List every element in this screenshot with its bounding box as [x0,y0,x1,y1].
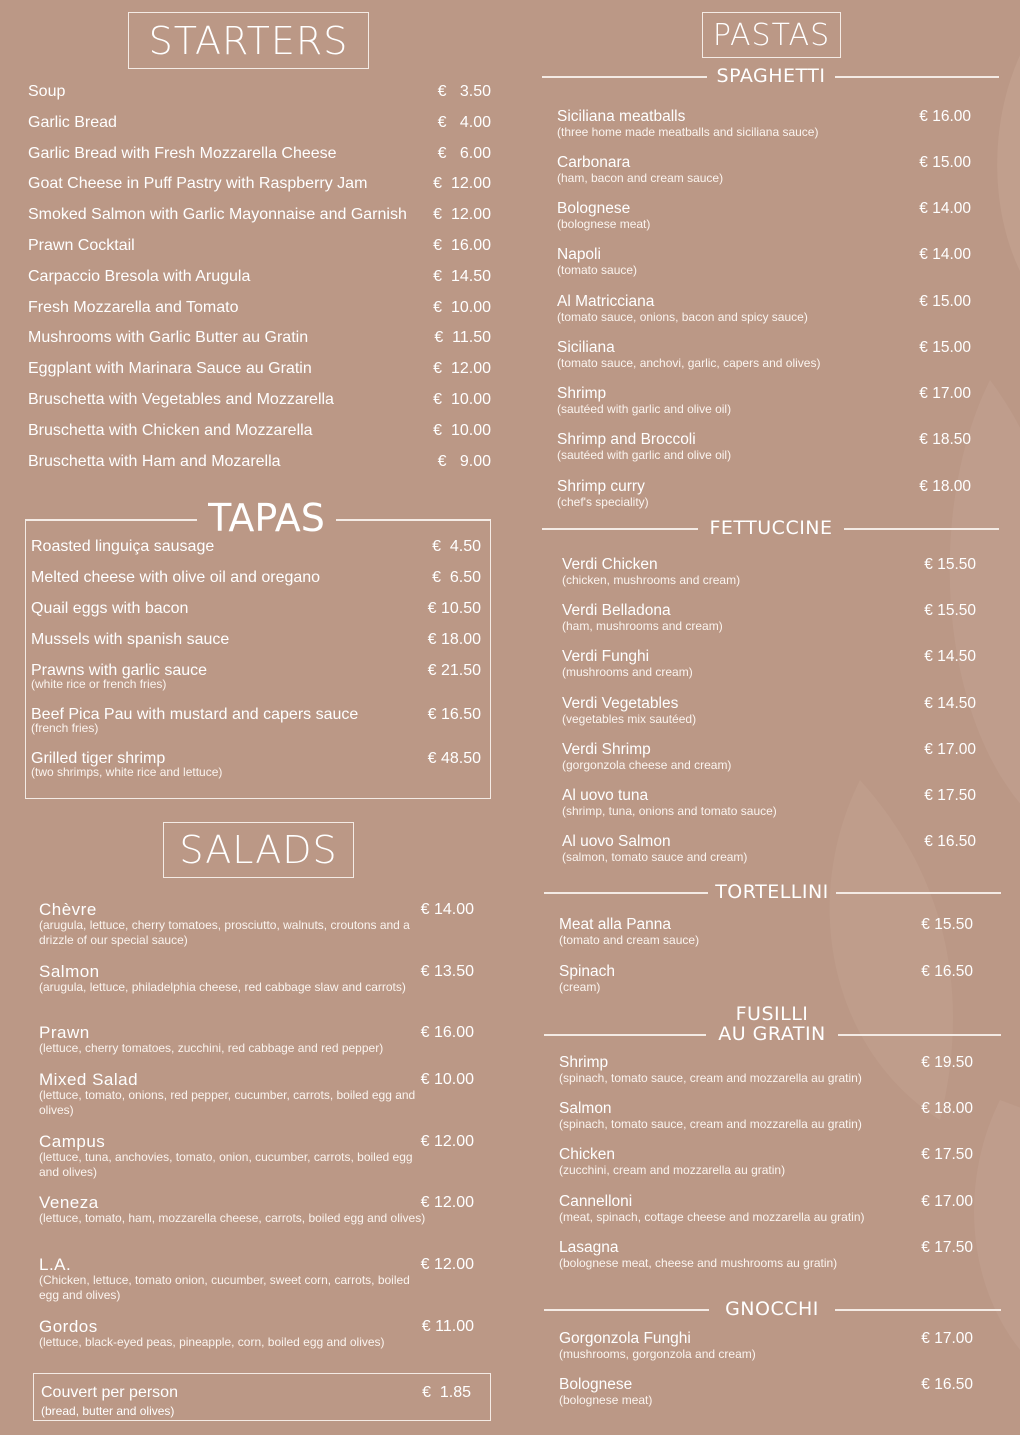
item-name: Mushrooms with Garlic Butter au Gratin [28,329,309,347]
menu-item [557,293,971,325]
item-price: € 3.50 [437,83,491,100]
item-name: Al Matricciana [557,293,655,310]
item-name: Bruschetta with Vegetables and Mozzarella [28,391,334,408]
menu-item [28,236,491,256]
item-name: Garlic Bread with Fresh Mozzarella Cheese [28,144,337,162]
item-price: € 16.00 [420,1024,474,1041]
menu-item [562,695,976,727]
item-name: Shrimp curry [557,478,645,495]
menu-item [28,421,491,441]
menu-item [557,200,971,232]
menu-item [562,648,976,680]
item-price: € 12.00 [433,206,491,224]
item-name: Verdi Vegetables [562,695,679,712]
menu-item [39,1317,474,1350]
divider-line [542,528,698,530]
item-name: Garlic Bread [28,113,117,131]
item-name: Soup [28,83,66,100]
item-name: Gordos [39,1317,98,1336]
spaghetti-header [0,64,1020,88]
item-description: (lettuce, tomato, ham, mozzarella cheese, carrots, boiled egg and olives) [39,1211,426,1225]
item-price: € 16.50 [924,833,976,850]
item-description: (french fries) [31,721,99,735]
item-price: € 18.50 [919,431,971,448]
divider-line [836,892,1001,894]
menu-item [39,1255,474,1303]
item-price: € 15.50 [921,916,973,933]
item-description: (three home made meatballs and siciliana sauce) [557,125,819,139]
divider-line [835,76,999,78]
item-description: (chicken, mushrooms and cream) [562,573,741,587]
item-price: € 17.00 [919,385,971,402]
item-description: (mushrooms and cream) [562,665,693,679]
item-description: (shrimp, tuna, onions and tomato sauce) [562,804,777,818]
starters-title [128,12,369,69]
salads-title [163,822,354,878]
couvert-name: Couvert per person [41,1384,178,1401]
menu-item [39,962,474,995]
item-price: € 4.00 [437,113,491,131]
item-name: Siciliana meatballs [557,108,686,125]
item-price: € 14.00 [919,246,971,263]
menu-item [31,661,481,692]
item-price: € 12.00 [420,1194,474,1211]
item-name: Siciliana [557,339,615,356]
item-price: € 10.00 [433,391,491,408]
divider-line [844,528,999,530]
item-name: Al uovo Salmon [562,833,671,850]
item-name: Bolognese [559,1376,633,1393]
item-price: € 14.50 [924,695,976,712]
menu-item [562,787,976,819]
menu-item [28,205,491,225]
item-price: € 16.00 [919,108,971,125]
item-name: Al uovo tuna [562,787,649,804]
item-price: € 16.50 [921,1376,973,1393]
item-price: € 15.00 [919,293,971,310]
item-price: € 14.00 [420,901,474,918]
item-price: € 17.00 [921,1193,973,1210]
item-price: € 15.50 [924,556,976,573]
item-description: (sautéed with garlic and olive oil) [557,448,732,462]
item-name: Goat Cheese in Puff Pastry with Raspberry Jam [28,175,368,193]
menu-item [31,568,481,588]
divider-line [544,892,708,894]
item-description: (lettuce, black-eyed peas, pineapple, corn, boiled egg and olives) [39,1335,385,1349]
item-price: € 12.00 [433,360,491,378]
menu-item [39,1070,474,1118]
menu-item [31,705,481,736]
menu-item [562,602,976,634]
item-price: € 13.50 [420,963,474,980]
item-description: (tomato sauce) [557,263,638,277]
item-description: (ham, mushrooms and cream) [562,619,723,633]
item-description: (spinach, tomato sauce, cream and mozzarella au gratin) [559,1117,862,1131]
item-price: € 15.00 [919,154,971,171]
item-name: Melted cheese with olive oil and oregano [31,569,321,586]
menu-item [562,556,976,588]
item-name: Meat alla Panna [559,916,672,933]
item-name: Carbonara [557,154,631,171]
item-description: (white rice or french fries) [31,677,167,691]
item-name: Beef Pica Pau with mustard and capers sauce [31,706,359,723]
item-description: (cream) [559,980,601,994]
item-name: Veneza [39,1193,99,1212]
item-name: Verdi Chicken [562,556,658,573]
item-price: € 6.00 [437,144,491,162]
item-price: € 4.50 [432,538,481,555]
salads-title-text: SALADS [179,828,338,872]
divider-line [544,1034,706,1036]
item-description: (lettuce, cherry tomatoes, zucchini, red cabbage and red pepper) [39,1041,384,1055]
item-description: (two shrimps, white rice and lettuce) [31,765,223,779]
item-price: € 6.50 [432,569,481,586]
divider-line [835,1309,1001,1311]
menu-item [28,452,491,472]
menu-item [562,833,976,865]
item-price: € 17.00 [921,1330,973,1347]
divider-line [838,1034,1001,1036]
item-description: (bolognese meat, cheese and mushrooms au gratin) [559,1256,838,1270]
item-description: (gorgonzola cheese and cream) [562,758,732,772]
menu-item [28,328,491,348]
item-description: (vegetables mix sautéed) [562,712,697,726]
item-name: L.A. [39,1255,72,1274]
menu-item [557,339,971,371]
item-description: (mushrooms, gorgonzola and cream) [559,1347,756,1361]
menu-item [28,390,491,410]
item-description: (bolognese meat) [557,217,651,231]
menu-item [559,1146,973,1178]
item-price: € 11.00 [421,1318,474,1335]
item-description: (lettuce, tomato, onions, red pepper, cucumber, carrots, boiled egg and olives) [39,1088,416,1117]
menu-item [39,1193,474,1226]
menu-item [557,431,971,463]
menu-item [559,963,973,995]
item-price: € 16.00 [433,237,491,254]
gnocchi-header-text: GNOCCHI [725,1298,819,1320]
pastas-title-text: PASTAS [712,17,831,53]
item-price: € 10.50 [427,600,481,617]
item-name: Carpaccio Bresola with Arugula [28,267,251,285]
item-name: Smoked Salmon with Garlic Mayonnaise and Garnish [28,206,407,224]
tortellini-header-text: TORTELLINI [715,881,829,903]
menu-item [559,1239,973,1271]
item-name: Mussels with spanish sauce [31,631,230,648]
menu-item [28,359,491,379]
menu-item [559,1193,973,1225]
fettuccine-header-text: FETTUCCINE [709,517,833,539]
item-name: Bruschetta with Chicken and Mozzarella [28,421,313,439]
item-name: Grilled tiger shrimp [31,750,166,767]
item-description: (arugula, lettuce, cherry tomatoes, prosciutto, walnuts, croutons and a drizzle of our special sauce) [39,918,410,947]
item-price: € 21.50 [427,662,481,679]
item-description: (zucchini, cream and mozzarella au gratin) [559,1163,786,1177]
item-name: Chicken [559,1146,615,1163]
item-name: Lasagna [559,1239,619,1256]
gnocchi-header [0,1297,1020,1321]
item-name: Eggplant with Marinara Sauce au Gratin [28,360,312,378]
menu-item [562,741,976,773]
menu-item [28,113,491,133]
item-description: (lettuce, tuna, anchovies, tomato, onion, cucumber, carrots, boiled egg and olives) [39,1150,413,1179]
item-name: Salmon [39,962,100,981]
item-description: (Chicken, lettuce, tomato onion, cucumber, sweet corn, carrots, boiled egg and olives) [39,1273,410,1302]
item-name: Verdi Belladona [562,602,671,619]
item-price: € 12.00 [420,1133,474,1150]
item-description: (tomato sauce, onions, bacon and spicy sauce) [557,310,808,324]
divider-line [544,1309,709,1311]
item-name: Bruschetta with Ham and Mozarella [28,452,281,470]
item-name: Fresh Mozzarella and Tomato [28,298,239,316]
menu-item [39,1023,474,1056]
item-name: Mixed Salad [39,1070,139,1089]
menu-item [28,144,491,164]
item-price: € 14.50 [433,267,491,285]
item-name: Prawns with garlic sauce [31,662,208,679]
couvert-price: € 1.85 [422,1384,471,1401]
item-price: € 9.00 [437,452,491,470]
menu-item [28,267,491,287]
item-price: € 18.00 [921,1100,973,1117]
item-name: Prawn Cocktail [28,237,135,254]
spaghetti-header-text: SPAGHETTI [716,65,826,87]
menu-item [559,1376,973,1408]
item-price: € 15.50 [924,602,976,619]
item-description: (spinach, tomato sauce, cream and mozzarella au gratin) [559,1071,862,1085]
item-price: € 14.50 [924,648,976,665]
tapas-title-text: TAPAS [208,496,325,540]
pastas-title [702,12,841,58]
menu-item [28,298,491,318]
item-description: (meat, spinach, cottage cheese and mozzarella au gratin) [559,1210,865,1224]
menu-item [31,599,481,619]
item-price: € 17.50 [924,787,976,804]
item-name: Salmon [559,1100,612,1117]
starters-title-text: STARTERS [148,18,349,63]
item-name: Verdi Shrimp [562,741,651,758]
item-description: (chef's speciality) [557,495,649,509]
item-price: € 14.00 [919,200,971,217]
menu-item [39,1132,474,1180]
menu-item [557,108,971,140]
item-name: Napoli [557,246,601,263]
menu-item [31,749,481,780]
item-price: € 12.00 [433,175,491,193]
menu-item [557,478,971,510]
menu-item [31,537,481,557]
item-name: Verdi Funghi [562,648,650,665]
item-name: Quail eggs with bacon [31,600,189,617]
item-price: € 10.00 [433,421,491,439]
item-name: Gorgonzola Funghi [559,1330,691,1347]
item-name: Prawn [39,1023,90,1042]
menu-item [557,246,971,278]
item-price: € 17.50 [921,1146,973,1163]
divider-line [542,76,707,78]
menu-item [559,1330,973,1362]
menu-item [559,1100,973,1132]
item-price: € 16.50 [921,963,973,980]
menu-item [28,174,491,194]
menu-item [557,385,971,417]
couvert-box [33,1373,491,1421]
menu-item [559,1054,973,1086]
item-name: Cannelloni [559,1193,633,1210]
item-name: Shrimp [557,385,607,402]
item-name: Bolognese [557,200,631,217]
item-price: € 12.00 [420,1256,474,1273]
item-price: € 19.50 [921,1054,973,1071]
item-name: Shrimp and Broccoli [557,431,696,448]
fusilli-header-text: FUSILLI [735,1003,809,1025]
item-description: (tomato and cream sauce) [559,933,700,947]
menu-item [557,154,971,186]
item-description: (ham, bacon and cream sauce) [557,171,724,185]
item-name: Shrimp [559,1054,609,1071]
item-price: € 10.00 [433,298,491,316]
item-price: € 10.00 [420,1071,474,1088]
item-name: Chèvre [39,900,97,919]
item-price: € 17.00 [924,741,976,758]
item-name: Roasted linguiça sausage [31,538,215,555]
fettuccine-header [0,516,1020,540]
item-price: € 16.50 [427,706,481,723]
fusilli-header-text: AU GRATIN [718,1023,826,1045]
item-description: (sautéed with garlic and olive oil) [557,402,732,416]
item-description: (tomato sauce, anchovi, garlic, capers and olives) [557,356,821,370]
item-description: (bolognese meat) [559,1393,653,1407]
item-price: € 48.50 [427,750,481,767]
item-description: (salmon, tomato sauce and cream) [562,850,748,864]
item-description: (arugula, lettuce, philadelphia cheese, red cabbage slaw and carrots) [39,980,406,994]
menu-item [39,900,474,948]
item-price: € 18.00 [427,631,481,648]
item-price: € 17.50 [921,1239,973,1256]
menu-item [31,630,481,650]
item-name: Spinach [559,963,616,980]
item-name: Campus [39,1132,106,1151]
item-price: € 18.00 [919,478,971,495]
tortellini-header [0,880,1020,904]
couvert-desc: (bread, butter and olives) [41,1404,175,1418]
menu-item [559,916,973,948]
item-price: € 11.50 [434,329,491,347]
item-price: € 15.00 [919,339,971,356]
